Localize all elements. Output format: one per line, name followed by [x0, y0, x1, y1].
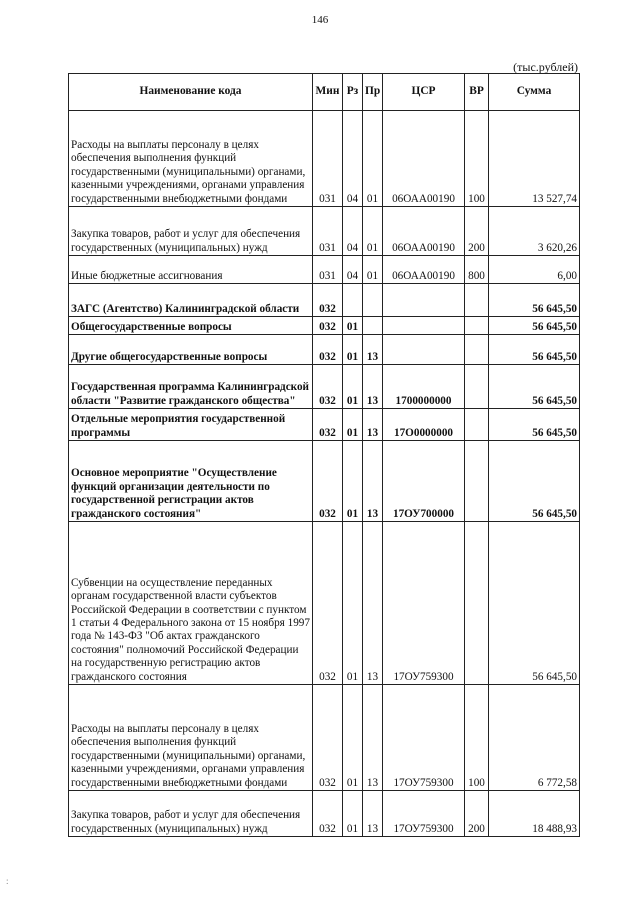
cell-pr: 13: [363, 685, 383, 791]
cell-csr: 17ОУ700000: [383, 441, 465, 522]
header-csr: ЦСР: [383, 74, 465, 111]
header-vr: ВР: [465, 74, 489, 111]
cell-min: 032: [313, 791, 343, 837]
cell-vr: [465, 365, 489, 409]
cell-csr: 17ОУ759300: [383, 685, 465, 791]
cell-name: Иные бюджетные ассигнования: [69, 256, 313, 284]
budget-table: [68, 73, 580, 837]
table-row: [69, 441, 580, 522]
cell-rz: 01: [343, 791, 363, 837]
cell-rz: 04: [343, 256, 363, 284]
header-sum: Сумма: [489, 74, 580, 111]
cell-vr: 200: [465, 791, 489, 837]
cell-csr: 06ОАА00190: [383, 256, 465, 284]
cell-pr: [363, 284, 383, 317]
cell-name: Другие общегосударственные вопросы: [69, 335, 313, 365]
cell-vr: [465, 409, 489, 441]
cell-sum: 56 645,50: [489, 441, 580, 522]
scan-mark: :: [6, 876, 9, 886]
cell-pr: 13: [363, 441, 383, 522]
cell-min: 032: [313, 335, 343, 365]
cell-pr: 13: [363, 365, 383, 409]
cell-sum: 6,00: [489, 256, 580, 284]
table-row: [69, 207, 580, 256]
units-label: (тыс.рублей): [513, 60, 578, 74]
table-row: [69, 317, 580, 335]
cell-pr: 01: [363, 111, 383, 207]
cell-rz: 04: [343, 207, 363, 256]
cell-min: 032: [313, 441, 343, 522]
cell-name: Субвенции на осуществление переданных органам государственной власти субъектов Российской Федерации в соответствии с пунктом 1 статьи 4 Федерального закона от 15 ноября 1997 года № 143-ФЗ "Об актах гражданского состояния" полномочий Российской Федерации на государственную регистрацию актов гражданского состояния: [69, 522, 313, 685]
cell-min: 032: [313, 522, 343, 685]
table-header-row: [69, 74, 580, 111]
cell-pr: 13: [363, 791, 383, 837]
table-row: [69, 111, 580, 207]
cell-vr: [465, 335, 489, 365]
table-row: [69, 365, 580, 409]
cell-pr: 13: [363, 409, 383, 441]
cell-csr: 17ОУ759300: [383, 791, 465, 837]
cell-rz: 01: [343, 365, 363, 409]
cell-vr: [465, 522, 489, 685]
cell-csr: [383, 284, 465, 317]
table-row: [69, 256, 580, 284]
header-pr: Пр: [363, 74, 383, 111]
cell-sum: 18 488,93: [489, 791, 580, 837]
cell-sum: 56 645,50: [489, 409, 580, 441]
cell-rz: 01: [343, 317, 363, 335]
cell-sum: 3 620,26: [489, 207, 580, 256]
cell-pr: 13: [363, 335, 383, 365]
cell-min: 032: [313, 284, 343, 317]
cell-pr: 13: [363, 522, 383, 685]
cell-sum: 6 772,58: [489, 685, 580, 791]
cell-vr: [465, 317, 489, 335]
cell-vr: 100: [465, 685, 489, 791]
cell-vr: 200: [465, 207, 489, 256]
header-min: Мин: [313, 74, 343, 111]
cell-name: Государственная программа Калининградской области "Развитие гражданского общества": [69, 365, 313, 409]
cell-name: Расходы на выплаты персоналу в целях обеспечения выполнения функций государственными (муниципальными) органами, казенными учреждениями, органами управления государственными внебюджетными фондами: [69, 685, 313, 791]
cell-csr: 06ОАА00190: [383, 207, 465, 256]
cell-name: Закупка товаров, работ и услуг для обеспечения государственных (муниципальных) нужд: [69, 207, 313, 256]
cell-rz: 01: [343, 409, 363, 441]
table-row: [69, 335, 580, 365]
cell-min: 032: [313, 365, 343, 409]
table-row: [69, 284, 580, 317]
cell-pr: [363, 317, 383, 335]
cell-name: Расходы на выплаты персоналу в целях обеспечения выполнения функций государственными (муниципальными) органами, казенными учреждениями, органами управления государственными внебюджетными фондами: [69, 111, 313, 207]
cell-csr: 17ОУ759300: [383, 522, 465, 685]
cell-sum: 56 645,50: [489, 365, 580, 409]
cell-min: 031: [313, 207, 343, 256]
table-row: [69, 409, 580, 441]
cell-rz: 01: [343, 685, 363, 791]
cell-rz: 04: [343, 111, 363, 207]
cell-vr: 100: [465, 111, 489, 207]
cell-sum: 56 645,50: [489, 522, 580, 685]
cell-csr: [383, 335, 465, 365]
cell-min: 032: [313, 317, 343, 335]
cell-pr: 01: [363, 207, 383, 256]
cell-min: 031: [313, 256, 343, 284]
cell-vr: 800: [465, 256, 489, 284]
header-rz: Рз: [343, 74, 363, 111]
cell-rz: 01: [343, 441, 363, 522]
cell-name: Общегосударственные вопросы: [69, 317, 313, 335]
table-row: [69, 522, 580, 685]
cell-sum: 56 645,50: [489, 317, 580, 335]
table-row: [69, 791, 580, 837]
cell-csr: 06ОАА00190: [383, 111, 465, 207]
cell-name: Основное мероприятие "Осуществление функций организации деятельности по государственной регистрации актов гражданского состояния": [69, 441, 313, 522]
cell-sum: 56 645,50: [489, 284, 580, 317]
table-row: [69, 685, 580, 791]
cell-rz: 01: [343, 522, 363, 685]
cell-vr: [465, 441, 489, 522]
cell-name: Отдельные мероприятия государственной программы: [69, 409, 313, 441]
cell-vr: [465, 284, 489, 317]
page-number: 146: [311, 14, 329, 26]
cell-min: 031: [313, 111, 343, 207]
cell-pr: 01: [363, 256, 383, 284]
cell-rz: [343, 284, 363, 317]
cell-csr: 1700000000: [383, 365, 465, 409]
cell-min: 032: [313, 409, 343, 441]
cell-rz: 01: [343, 335, 363, 365]
cell-sum: 56 645,50: [489, 335, 580, 365]
cell-csr: 17О0000000: [383, 409, 465, 441]
cell-csr: [383, 317, 465, 335]
cell-name: Закупка товаров, работ и услуг для обеспечения государственных (муниципальных) нужд: [69, 791, 313, 837]
cell-name: ЗАГС (Агентство) Калининградской области: [69, 284, 313, 317]
header-name: Наименование кода: [69, 74, 313, 111]
cell-sum: 13 527,74: [489, 111, 580, 207]
cell-min: 032: [313, 685, 343, 791]
